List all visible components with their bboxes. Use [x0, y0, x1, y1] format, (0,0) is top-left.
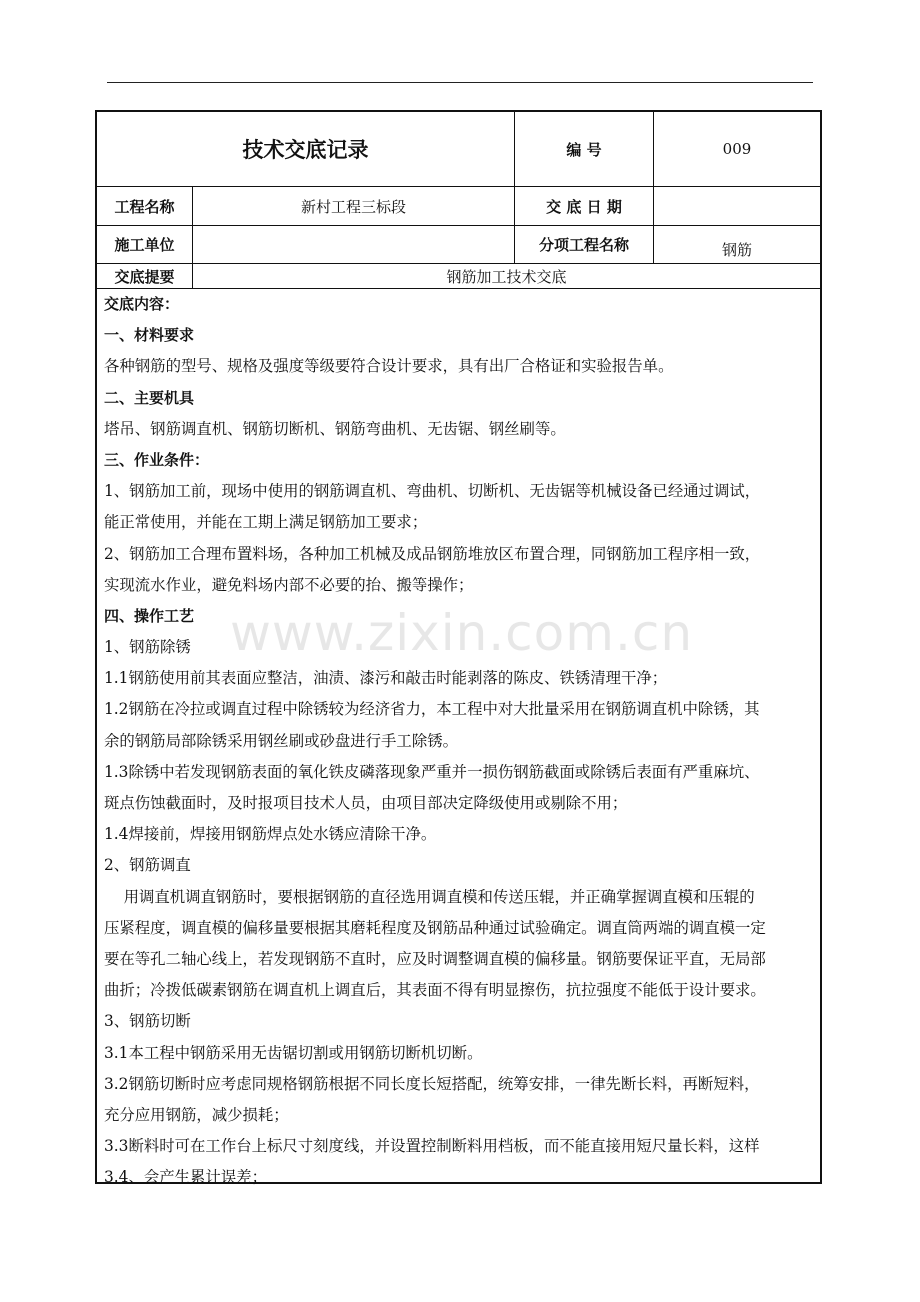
section-heading: 交底内容： [104, 295, 180, 313]
subproject-name-value: 钢筋 [654, 226, 820, 264]
content-line: 要在等孔二轴心线上，若发现钢筋不直时，应及时调整调直模的偏移量。钢筋要保证平直，无局部 [104, 949, 766, 968]
handover-date-value [654, 187, 820, 226]
content-line: 斑点伤蚀截面时，及时报项目技术人员，由项目部决定降级使用或剔除不用； [104, 794, 628, 812]
content-line: 1.2钢筋在冷拉或调直过程中除锈较为经济省力，本工程中对大批量采用在钢筋调直机中除锈，其 [104, 700, 760, 719]
section-heading: 三、作业条件： [104, 450, 210, 469]
content-line: 1.1钢筋使用前其表面应整洁，油渍、漆污和敲击时能剥落的陈皮、铁锈清理干净； [104, 669, 668, 688]
content-line: 1、钢筋除锈 [104, 638, 191, 657]
content-line: 压紧程度，调直模的偏移量要根据其磨耗程度及钢筋品种通过试验确定。调直筒两端的调直模一定 [104, 918, 766, 937]
handover-content [97, 289, 820, 1193]
top-rule [107, 82, 813, 83]
content-line: 2、钢筋加工合理布置料场，各种加工机械及成品钢筋堆放区布置合理，同钢筋加工程序相一致， [104, 544, 761, 563]
number-value: 009 [654, 112, 820, 187]
section-heading: 一、材料要求 [104, 326, 195, 345]
section-heading: 二、主要机具 [104, 388, 195, 407]
project-name-label: 工程名称 [97, 187, 193, 226]
construction-unit-label: 施工单位 [97, 226, 193, 264]
summary-label: 交底提要 [97, 264, 193, 289]
content-line: 用调直机调直钢筋时，要根据钢筋的直径选用调直模和传送压辊，并正确掌握调直模和压辊的 [104, 887, 755, 906]
content-line: 曲折；冷拨低碳素钢筋在调直机上调直后，其表面不得有明显擦伤，抗拉强度不能低于设计要求。 [104, 981, 766, 1000]
content-line: 1、钢筋加工前，现场中使用的钢筋调直机、弯曲机、切断机、无齿锯等机械设备已经通过调试， [104, 482, 761, 501]
subproject-name-label: 分项工程名称 [515, 226, 654, 264]
construction-unit-value [193, 226, 515, 264]
content-line: 余的钢筋局部除锈采用钢丝刷或砂盘进行手工除锈。 [104, 731, 458, 750]
content-line: 充分应用钢筋，减少损耗； [104, 1105, 289, 1124]
handover-date-label: 交 底 日 期 [515, 187, 654, 226]
watermark: www.zixin.com.cn [230, 604, 694, 662]
content-line: 能正常使用，并能在工期上满足钢筋加工要求； [104, 513, 428, 532]
project-name-value: 新村工程三标段 [193, 187, 515, 226]
content-line: 3、钢筋切断 [104, 1012, 191, 1031]
content-line: 3.2钢筋切断时应考虑同规格钢筋根据不同长度长短搭配，统筹安排，一律先断长料，再断短料， [104, 1074, 760, 1093]
record-form [95, 110, 822, 1187]
section-heading: 四、操作工艺 [104, 606, 195, 625]
number-label: 编 号 [515, 112, 654, 187]
content-line: 3.3断料时可在工作台上标尺寸刻度线，并设置控制断料用档板，而不能直接用短尺量长料，这样 [104, 1137, 760, 1156]
content-line: 3.4、会产生累计误差； [104, 1168, 267, 1187]
form-title: 技术交底记录 [97, 112, 515, 187]
content-line: 实现流水作业，避免料场内部不必要的抬、搬等操作； [104, 575, 474, 594]
content-line: 塔吊、钢筋调直机、钢筋切断机、钢筋弯曲机、无齿锯、钢丝刷等。 [104, 419, 566, 438]
content-line: 2、钢筋调直 [104, 856, 191, 875]
content-line: 1.3除锈中若发现钢筋表面的氧化铁皮磷落现象严重并一损伤钢筋截面或除锈后表面有严重麻坑、 [104, 762, 760, 781]
content-line: 3.1本工程中钢筋采用无齿锯切割或用钢筋切断机切断。 [104, 1043, 483, 1062]
summary-value: 钢筋加工技术交底 [193, 264, 820, 289]
content-line: 1.4焊接前，焊接用钢筋焊点处水锈应清除干净。 [104, 825, 437, 844]
content-line: 各种钢筋的型号、规格及强度等级要符合设计要求，具有出厂合格证和实验报告单。 [104, 357, 674, 376]
